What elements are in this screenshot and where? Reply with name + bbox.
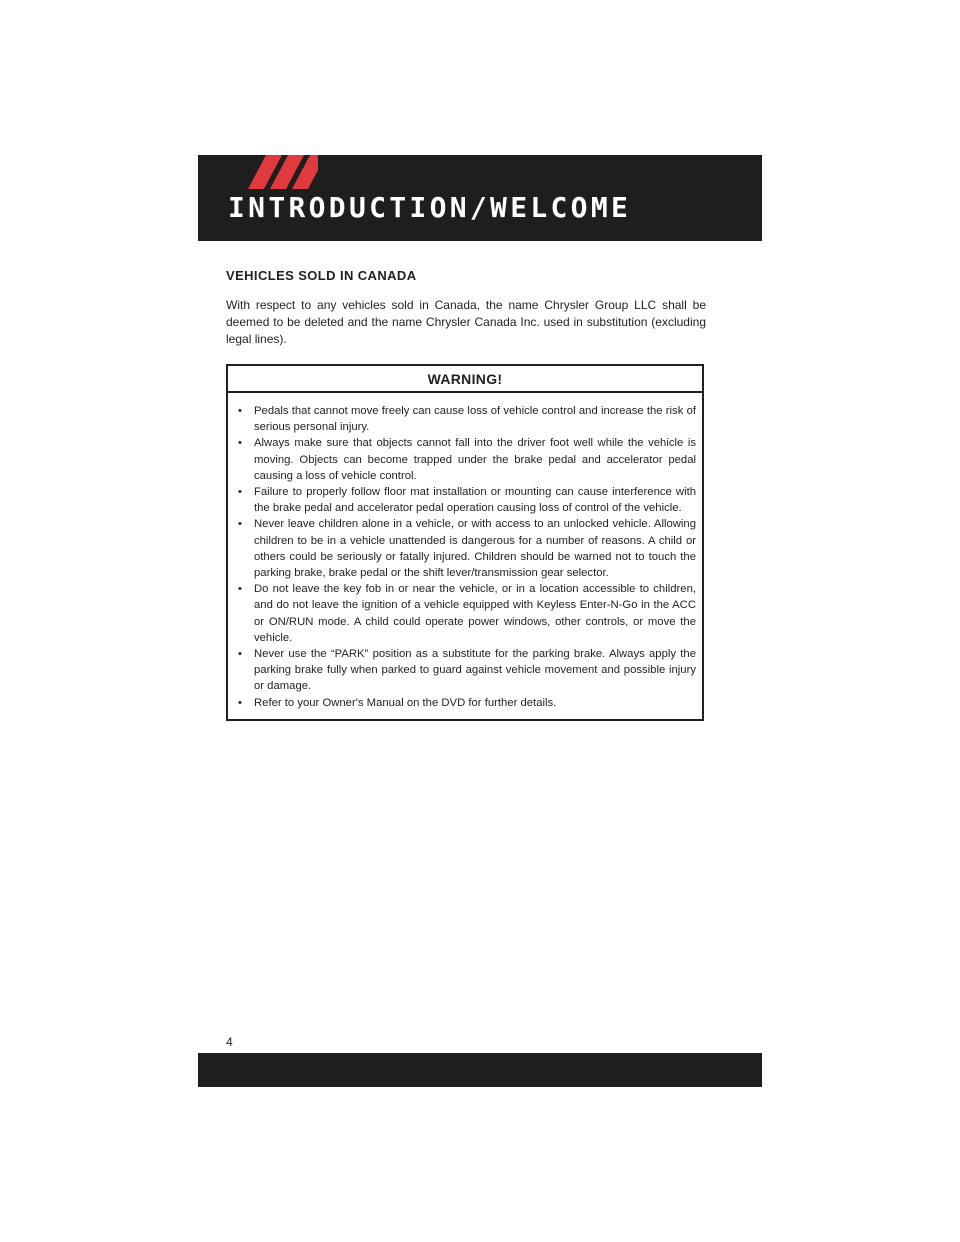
warning-item-text: Refer to your Owner's Manual on the DVD for further details. [254, 696, 557, 709]
bullet-icon: • [238, 518, 242, 531]
warning-item-text: Always make sure that objects cannot fall into the driver foot well while the vehicle is moving. Objects can become trapped under the brake pedal and accelerator pedal causing a loss of vehicle control. [254, 437, 696, 482]
footer-band [198, 1053, 762, 1087]
warning-item-text: Never leave children alone in a vehicle, or with access to an unlocked vehicle. Allowing children to be in a vehicle unattended is dangerous for a number of reasons. A child or others could be seriously or fatally injured. Children should be warned not to touch the parking brake, brake pedal or the shift lever/transmission gear selector. [254, 518, 696, 580]
bullet-icon: • [238, 583, 242, 596]
bullet-icon: • [238, 405, 242, 417]
bullet-icon: • [238, 437, 242, 450]
bullet-icon: • [238, 486, 242, 499]
warning-item-text: Do not leave the key fob in or near the vehicle, or in a location accessible to children, and do not leave the ignition of a vehicle equipped with Keyless Enter-N-Go in the ACC or ON/RUN mode. A child could operate power windows, other controls, or move the vehicle. [254, 583, 696, 644]
section-heading: VEHICLES SOLD IN CANADA [226, 268, 417, 283]
bullet-icon: • [238, 696, 242, 709]
warning-title: WARNING! [228, 366, 702, 393]
warning-item [234, 646, 696, 695]
bullet-icon: • [238, 648, 242, 661]
chapter-header [198, 155, 762, 241]
warning-item-text: Never use the “PARK” position as a substitute for the parking brake. Always apply the parking brake fully when parked to guard against vehicle movement and possible injury or damage. [254, 648, 696, 693]
warning-list [234, 403, 696, 711]
intro-paragraph: With respect to any vehicles sold in Canada, the name Chrysler Group LLC shall be deemed to be deleted and the name Chrysler Canada Inc. used in substitution (excluding legal lines). [226, 298, 706, 346]
page-content [226, 268, 706, 721]
racing-stripes-logo [198, 155, 318, 189]
warning-item-text: Failure to properly follow floor mat installation or mounting can cause interference with the brake pedal and accelerator pedal operation causing loss of control of the vehicle. [254, 486, 696, 515]
warning-item [234, 516, 696, 581]
warning-item [234, 403, 696, 435]
chapter-title: INTRODUCTION/WELCOME [228, 191, 632, 224]
warning-item [234, 484, 696, 516]
warning-item [234, 695, 696, 711]
warning-item [234, 581, 696, 646]
warning-item [234, 435, 696, 484]
warning-box [226, 364, 704, 721]
page-number: 4 [226, 1035, 233, 1049]
warning-item-text: Pedals that cannot move freely can cause loss of vehicle control and increase the risk of serious personal injury. [254, 405, 696, 434]
